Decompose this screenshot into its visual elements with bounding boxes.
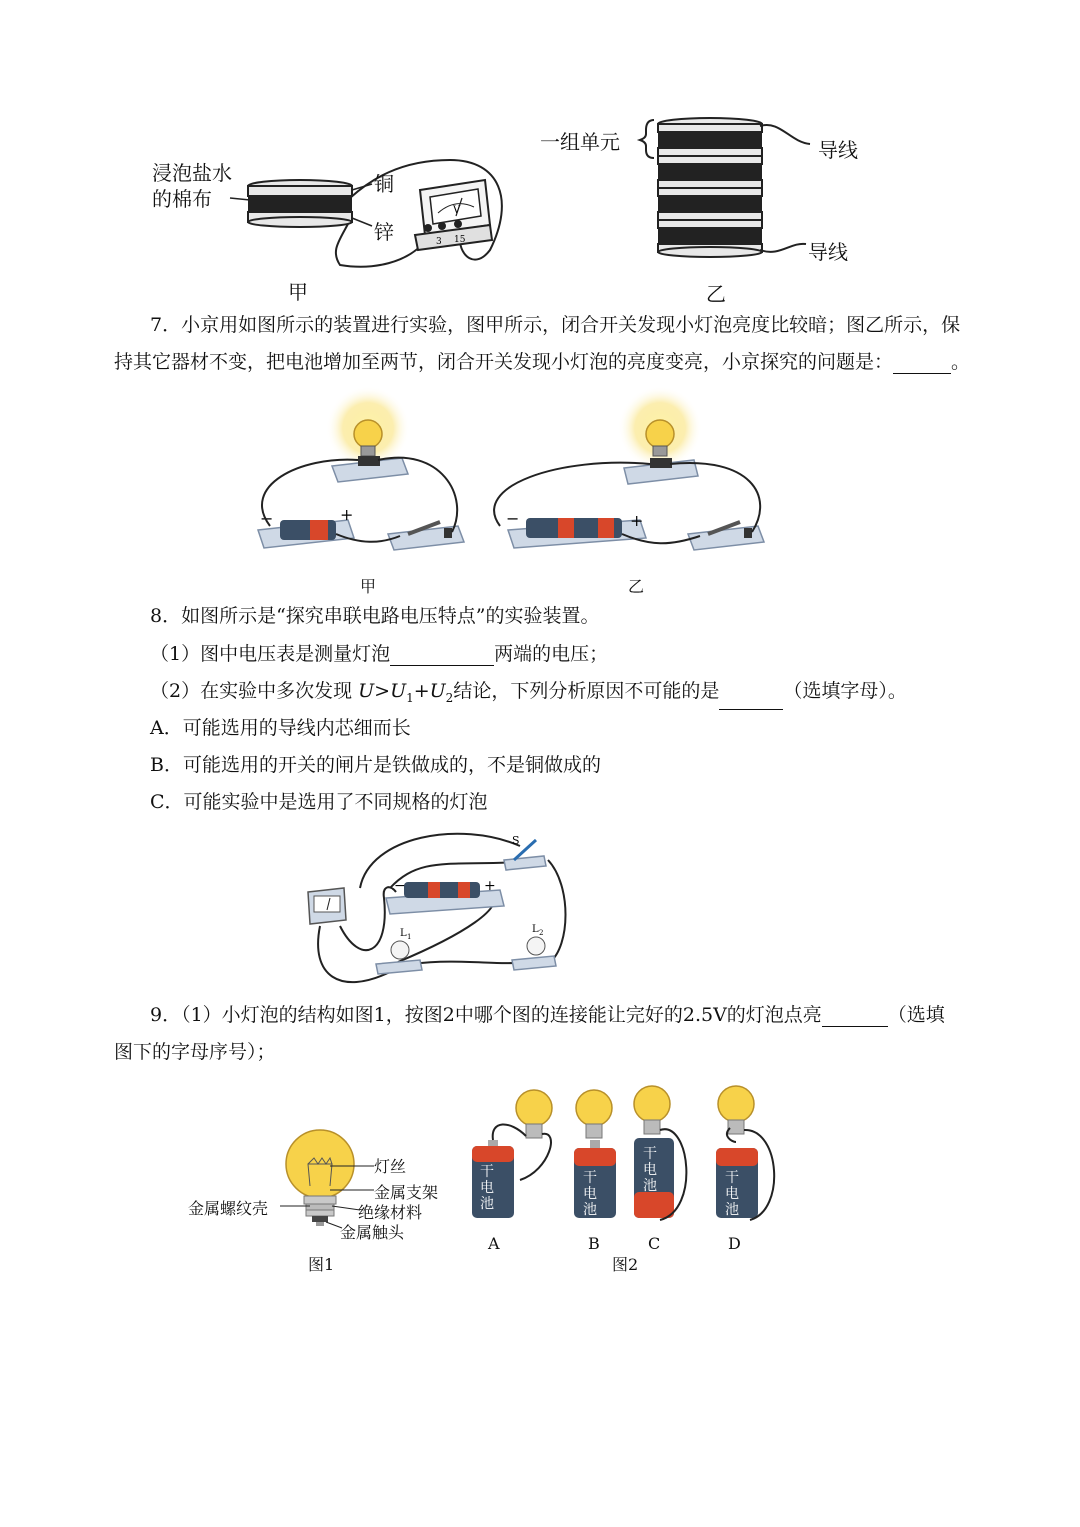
svg-text:−: − [260,509,274,528]
battery-label-d: 干 电 池 [725,1170,739,1218]
q8-part1: （1）图中电压表是测量灯泡 两端的电压； [150,643,609,665]
q7-line1: 7．小京用如图所示的装置进行实验，图甲所示，闭合开关发现小灯泡亮度比较暗；图乙所示，保 [150,314,961,336]
battery-label-c: 干 电 池 [643,1146,657,1194]
label-cloth: 浸泡盐水 的棉布 [152,161,232,211]
svg-text:L: L [532,924,539,935]
svg-text:+: + [484,878,496,894]
label-support: 金属支架 [374,1183,439,1202]
q8-option-b: B．可能选用的开关的闸片是铁做成的，不是铜做成的 [150,754,601,776]
label-filament: 灯丝 [374,1157,407,1176]
leader-lines [270,1160,390,1240]
svg-text:V: V [453,205,461,216]
q9-line2: 图下的字母序号）； [114,1041,276,1063]
option-c-label: C [648,1234,661,1253]
svg-text:+: + [340,505,354,524]
label-wire-bottom: 导线 [808,240,848,264]
caption-jia: 甲 [288,280,308,304]
caption-yi: 乙 [706,282,726,306]
svg-text:+: + [630,511,644,530]
q7-line2: 持其它器材不变，把电池增加至两节，闭合开关发现小灯泡的亮度变亮，小京探究的问题是： 。 [114,351,971,373]
battery-label-a: 干 电 池 [480,1164,494,1212]
label-zinc: 锌 [374,220,394,244]
voltmeter-icon [308,888,346,924]
q8-part2: （2）在实验中多次发现 $U>U_1+U_2$结论，下列分析原因不可能的是 （选填字母）。 [150,679,907,710]
battery-label-b: 干 电 池 [583,1170,597,1218]
svg-text:2: 2 [539,929,544,937]
answer-blank[interactable] [893,355,951,374]
label-copper: 铜 [374,172,394,196]
svg-text:3: 3 [436,237,442,247]
label-contact: 金属触头 [340,1223,405,1242]
caption-fig2: 图2 [612,1255,639,1274]
q8-intro: 8．如图所示是“探究串联电路电压特点”的实验装置。 [150,605,600,627]
label-unit: 一组单元 [540,130,620,154]
option-a-label: A [488,1234,500,1253]
svg-text:L: L [400,928,407,939]
figure-q7 [240,386,780,566]
svg-text:15: 15 [454,235,466,245]
svg-text:−: − [394,878,406,894]
q8-option-a: A．可能选用的导线内芯细而长 [150,717,411,739]
label-wire-top: 导线 [818,138,858,162]
answer-blank[interactable] [822,1008,888,1027]
svg-text:S: S [512,834,520,847]
svg-text:−: − [506,509,520,528]
caption-fig1: 图1 [308,1255,335,1274]
option-d-label: D [728,1234,741,1253]
caption-q7-yi: 乙 [628,577,645,596]
answer-blank[interactable] [719,691,783,710]
label-insulator: 绝缘材料 [358,1203,423,1222]
q9-line1: 9．（1）小灯泡的结构如图1，按图2中哪个图的连接能让完好的2.5V的灯泡点亮 （选填 [150,1004,945,1026]
option-b-label: B [588,1234,600,1253]
voltmeter-icon [415,180,492,250]
answer-blank[interactable] [390,647,494,666]
q8-option-c: C．可能实验中是选用了不同规格的灯泡 [150,791,488,813]
caption-q7-jia: 甲 [360,577,377,596]
svg-text:1: 1 [407,933,412,941]
label-shell: 金属螺纹壳 [188,1199,269,1218]
figure-q8 [300,826,590,996]
